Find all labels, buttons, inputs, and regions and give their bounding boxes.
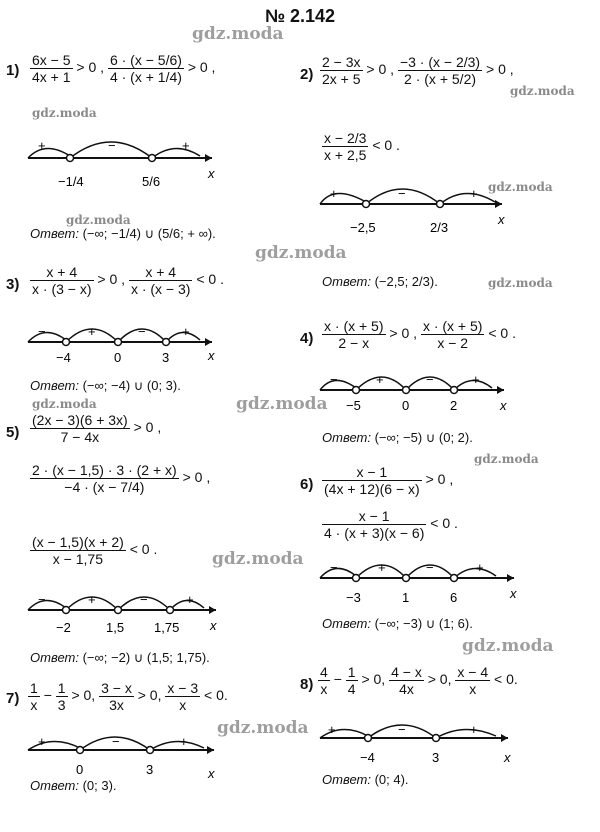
point-label: 2/3 — [430, 220, 449, 235]
point-label: −1/4 — [58, 174, 84, 189]
numerator: 3 − x — [101, 680, 132, 696]
page-title: № 2.142 — [264, 6, 336, 26]
fraction — [389, 664, 424, 697]
axis-label: x — [498, 212, 505, 227]
expression — [30, 534, 157, 567]
point-label: 2 — [450, 398, 458, 413]
relation: > 0, — [71, 687, 96, 704]
answer-value: (−∞; −3) ∪ (1; 6). — [374, 616, 473, 631]
fraction — [322, 318, 386, 351]
point-label: 1 — [402, 590, 410, 605]
denominator: x + 2,5 — [324, 147, 367, 163]
sign: − — [38, 324, 46, 339]
answer — [322, 616, 473, 632]
denominator: −4 · (x − 7/4) — [64, 479, 145, 495]
denominator: 3 — [57, 697, 66, 713]
numerator: x − 4 — [457, 664, 489, 680]
expression — [322, 318, 516, 351]
numerator: x − 3 — [167, 680, 199, 696]
fraction — [129, 264, 193, 297]
answer-value: (−∞; −4) ∪ (0; 3). — [82, 378, 181, 393]
problem-number: 8) — [300, 676, 314, 693]
expression — [318, 664, 518, 697]
watermark: gdz.moda — [192, 24, 284, 44]
watermark: gdz.moda — [217, 718, 309, 738]
axis-label: x — [210, 618, 217, 633]
numerator: x − 1 — [322, 464, 422, 481]
numerator: 2 · (x − 1,5) · 3 · (2 + x) — [32, 462, 177, 478]
sign: + — [182, 324, 190, 339]
relation: < 0 . — [430, 515, 458, 532]
fraction — [99, 680, 134, 713]
sign: + — [328, 722, 336, 737]
expression — [30, 264, 224, 297]
sign: + — [38, 734, 46, 749]
numerator: x · (x + 5) — [422, 318, 483, 334]
number-line — [0, 726, 300, 782]
problem-number: 3) — [6, 276, 20, 293]
watermark: gdz.moda — [474, 452, 539, 466]
point-label: 5/6 — [142, 174, 161, 189]
relation: < 0 . — [488, 325, 516, 342]
answer-word: Ответ: — [322, 430, 371, 445]
sign: − — [330, 560, 338, 575]
denominator: 4x + 1 — [32, 69, 71, 85]
denominator: x · (3 − x) — [32, 281, 92, 297]
point-label: 0 — [114, 350, 122, 365]
denominator: 4x — [399, 681, 414, 697]
problem-number: 7) — [6, 690, 20, 707]
numerator: 4 − x — [391, 664, 422, 680]
fraction — [322, 464, 422, 497]
numerator: x + 4 — [129, 264, 193, 281]
answer-value: (−∞; −5) ∪ (0; 2). — [374, 430, 473, 445]
point-label: −5 — [346, 398, 361, 413]
number-line — [300, 172, 600, 264]
denominator: 2x + 5 — [322, 71, 361, 87]
relation: > 0 , — [486, 61, 514, 78]
fraction — [30, 462, 179, 495]
point-label: −4 — [56, 350, 71, 365]
sign: + — [88, 592, 96, 607]
numerator: x − 2/3 — [324, 130, 367, 146]
watermark: gdz.moda — [488, 276, 553, 290]
answer — [30, 378, 181, 394]
sign: + — [470, 722, 478, 737]
relation: > 0, — [137, 687, 162, 704]
numerator: 1 — [57, 680, 66, 696]
numerator: x · (x + 5) — [324, 318, 384, 334]
numerator: x − 1 — [322, 508, 426, 525]
watermark: gdz.moda — [32, 106, 97, 120]
number-line — [0, 316, 300, 378]
answer-value: (0; 3). — [82, 778, 117, 793]
relation: > 0 , — [97, 271, 126, 288]
axis-label: x — [510, 586, 517, 601]
denominator: (4x + 12)(6 − x) — [324, 481, 420, 497]
problem-number: 6) — [300, 476, 314, 493]
problem-number: 4) — [300, 330, 314, 347]
fraction — [30, 52, 73, 85]
relation: > 0 , — [425, 471, 454, 488]
answer — [322, 274, 438, 289]
point-label: 1,5 — [106, 620, 125, 635]
expression — [30, 462, 210, 495]
point-label: −3 — [346, 590, 361, 605]
sign: + — [378, 560, 386, 575]
fraction — [322, 130, 368, 163]
answer-word: Ответ: — [322, 772, 371, 787]
number-line — [0, 580, 300, 646]
axis-label: x — [208, 166, 215, 181]
fraction — [108, 52, 184, 85]
sign: − — [138, 324, 146, 339]
expression — [28, 680, 228, 713]
relation: < 0 . — [129, 541, 158, 558]
sign: − — [108, 138, 116, 153]
denominator: x · (x − 3) — [130, 281, 191, 297]
numerator: 4 — [320, 664, 328, 680]
relation: < 0. — [204, 687, 228, 704]
sign: − — [398, 186, 406, 201]
watermark: gdz.moda — [255, 243, 347, 263]
denominator: x − 1,75 — [52, 551, 103, 567]
numerator: −3 · (x − 2/3) — [399, 54, 481, 70]
point-label: 1,75 — [154, 620, 180, 635]
fraction — [30, 412, 130, 445]
relation: > 0 , — [366, 61, 395, 78]
relation: > 0 , — [182, 469, 211, 486]
watermark: gdz.moda — [66, 213, 131, 227]
answer-value: (−∞; −1/4) ∪ (5/6; + ∞). — [82, 226, 216, 241]
watermark: gdz.moda — [212, 549, 304, 569]
answer-word: Ответ: — [30, 778, 79, 793]
numerator: 6 · (x − 5/6) — [109, 52, 182, 68]
sign: + — [182, 138, 190, 153]
fraction — [398, 54, 482, 87]
problem-number: 2) — [300, 66, 314, 83]
sign: + — [470, 186, 478, 201]
watermark: gdz.moda — [510, 84, 575, 98]
point-label: −4 — [360, 750, 375, 765]
denominator: x — [30, 697, 38, 713]
denominator: x − 2 — [437, 335, 469, 351]
answer-word: Ответ: — [322, 616, 371, 631]
watermark: gdz.moda — [462, 636, 554, 656]
answer — [30, 778, 117, 793]
point-label: 3 — [432, 750, 440, 765]
sign: + — [186, 592, 194, 607]
sign: − — [426, 372, 434, 387]
relation: < 0 . — [372, 137, 400, 154]
fraction — [30, 264, 94, 297]
relation: > 0 , — [76, 59, 105, 76]
numerator: 2 − 3x — [322, 54, 361, 70]
relation: > 0, — [427, 671, 452, 688]
sign: − — [426, 560, 434, 575]
point-label: 3 — [146, 762, 154, 777]
answer — [322, 772, 409, 787]
fraction — [318, 664, 330, 697]
sign: + — [330, 186, 338, 201]
operator: − — [333, 671, 342, 688]
sign: − — [330, 372, 338, 387]
relation: > 0 , — [133, 419, 162, 436]
denominator: x — [469, 681, 477, 697]
fraction — [30, 534, 126, 567]
watermark: gdz.moda — [236, 394, 328, 414]
denominator: 4 · (x + 1/4) — [109, 69, 182, 85]
fraction — [165, 680, 200, 713]
numerator: x + 4 — [30, 264, 94, 281]
denominator: 4 · (x + 3)(x − 6) — [324, 525, 425, 541]
number-line — [300, 364, 600, 426]
denominator: x — [320, 681, 328, 697]
answer-word: Ответ: — [30, 378, 79, 393]
point-label: 3 — [162, 350, 170, 365]
axis-label: x — [208, 348, 215, 363]
fraction — [320, 54, 363, 87]
answer-value: (−∞; −2) ∪ (1,5; 1,75). — [82, 650, 210, 665]
expression — [322, 464, 453, 497]
operator: − — [43, 687, 52, 704]
axis-label: x — [208, 766, 215, 781]
point-label: 0 — [76, 762, 84, 777]
point-label: 6 — [450, 590, 458, 605]
denominator: 4 — [347, 681, 356, 697]
sign: − — [38, 592, 46, 607]
relation: > 0 , — [187, 59, 216, 76]
sign: + — [476, 560, 484, 575]
fraction — [322, 508, 426, 541]
axis-label: x — [500, 398, 507, 413]
expression — [30, 52, 215, 85]
answer-word: Ответ: — [322, 274, 371, 289]
sign: + — [88, 324, 96, 339]
sign: − — [398, 722, 406, 737]
sign: − — [140, 592, 148, 607]
watermark: gdz.moda — [488, 180, 553, 194]
problem-number: 1) — [6, 62, 20, 79]
answer — [30, 650, 210, 666]
sign: − — [112, 734, 120, 749]
denominator: 2 · (x + 5/2) — [404, 71, 477, 87]
relation: < 0. — [494, 671, 518, 688]
numerator: (2x − 3)(6 + 3x) — [32, 412, 128, 428]
number-line — [300, 714, 600, 768]
watermark: gdz.moda — [32, 397, 97, 411]
denominator: 3x — [109, 697, 124, 713]
point-label: −2,5 — [350, 220, 376, 235]
relation: > 0 , — [389, 325, 418, 342]
answer — [30, 226, 216, 242]
fraction — [28, 680, 40, 713]
problem-number: 5) — [6, 424, 20, 441]
fraction — [346, 664, 358, 697]
relation: > 0, — [361, 671, 386, 688]
answer-value: (−2,5; 2/3). — [374, 274, 438, 289]
point-label: 0 — [402, 398, 410, 413]
numerator: (x − 1,5)(x + 2) — [32, 534, 124, 550]
numerator: 1 — [347, 664, 356, 680]
expression — [320, 54, 514, 87]
expression — [322, 130, 400, 163]
axis-label: x — [504, 750, 511, 765]
answer-value: (0; 4). — [374, 772, 409, 787]
answer-word: Ответ: — [30, 226, 79, 241]
denominator: x — [179, 697, 187, 713]
fraction — [56, 680, 68, 713]
denominator: 7 − 4x — [60, 429, 100, 445]
numerator: 6x − 5 — [32, 52, 71, 68]
sign: + — [180, 734, 188, 749]
denominator: 2 − x — [338, 335, 370, 351]
answer — [322, 430, 473, 446]
expression — [30, 412, 161, 445]
fraction — [421, 318, 485, 351]
number-line — [300, 550, 600, 616]
sign: + — [376, 372, 384, 387]
numerator: 1 — [30, 680, 38, 696]
sign: + — [38, 138, 46, 153]
relation: < 0 . — [196, 271, 224, 288]
expression — [322, 508, 458, 541]
number-line — [0, 128, 300, 216]
point-label: −2 — [56, 620, 71, 635]
sign: + — [472, 372, 480, 387]
fraction — [455, 664, 490, 697]
answer-word: Ответ: — [30, 650, 79, 665]
